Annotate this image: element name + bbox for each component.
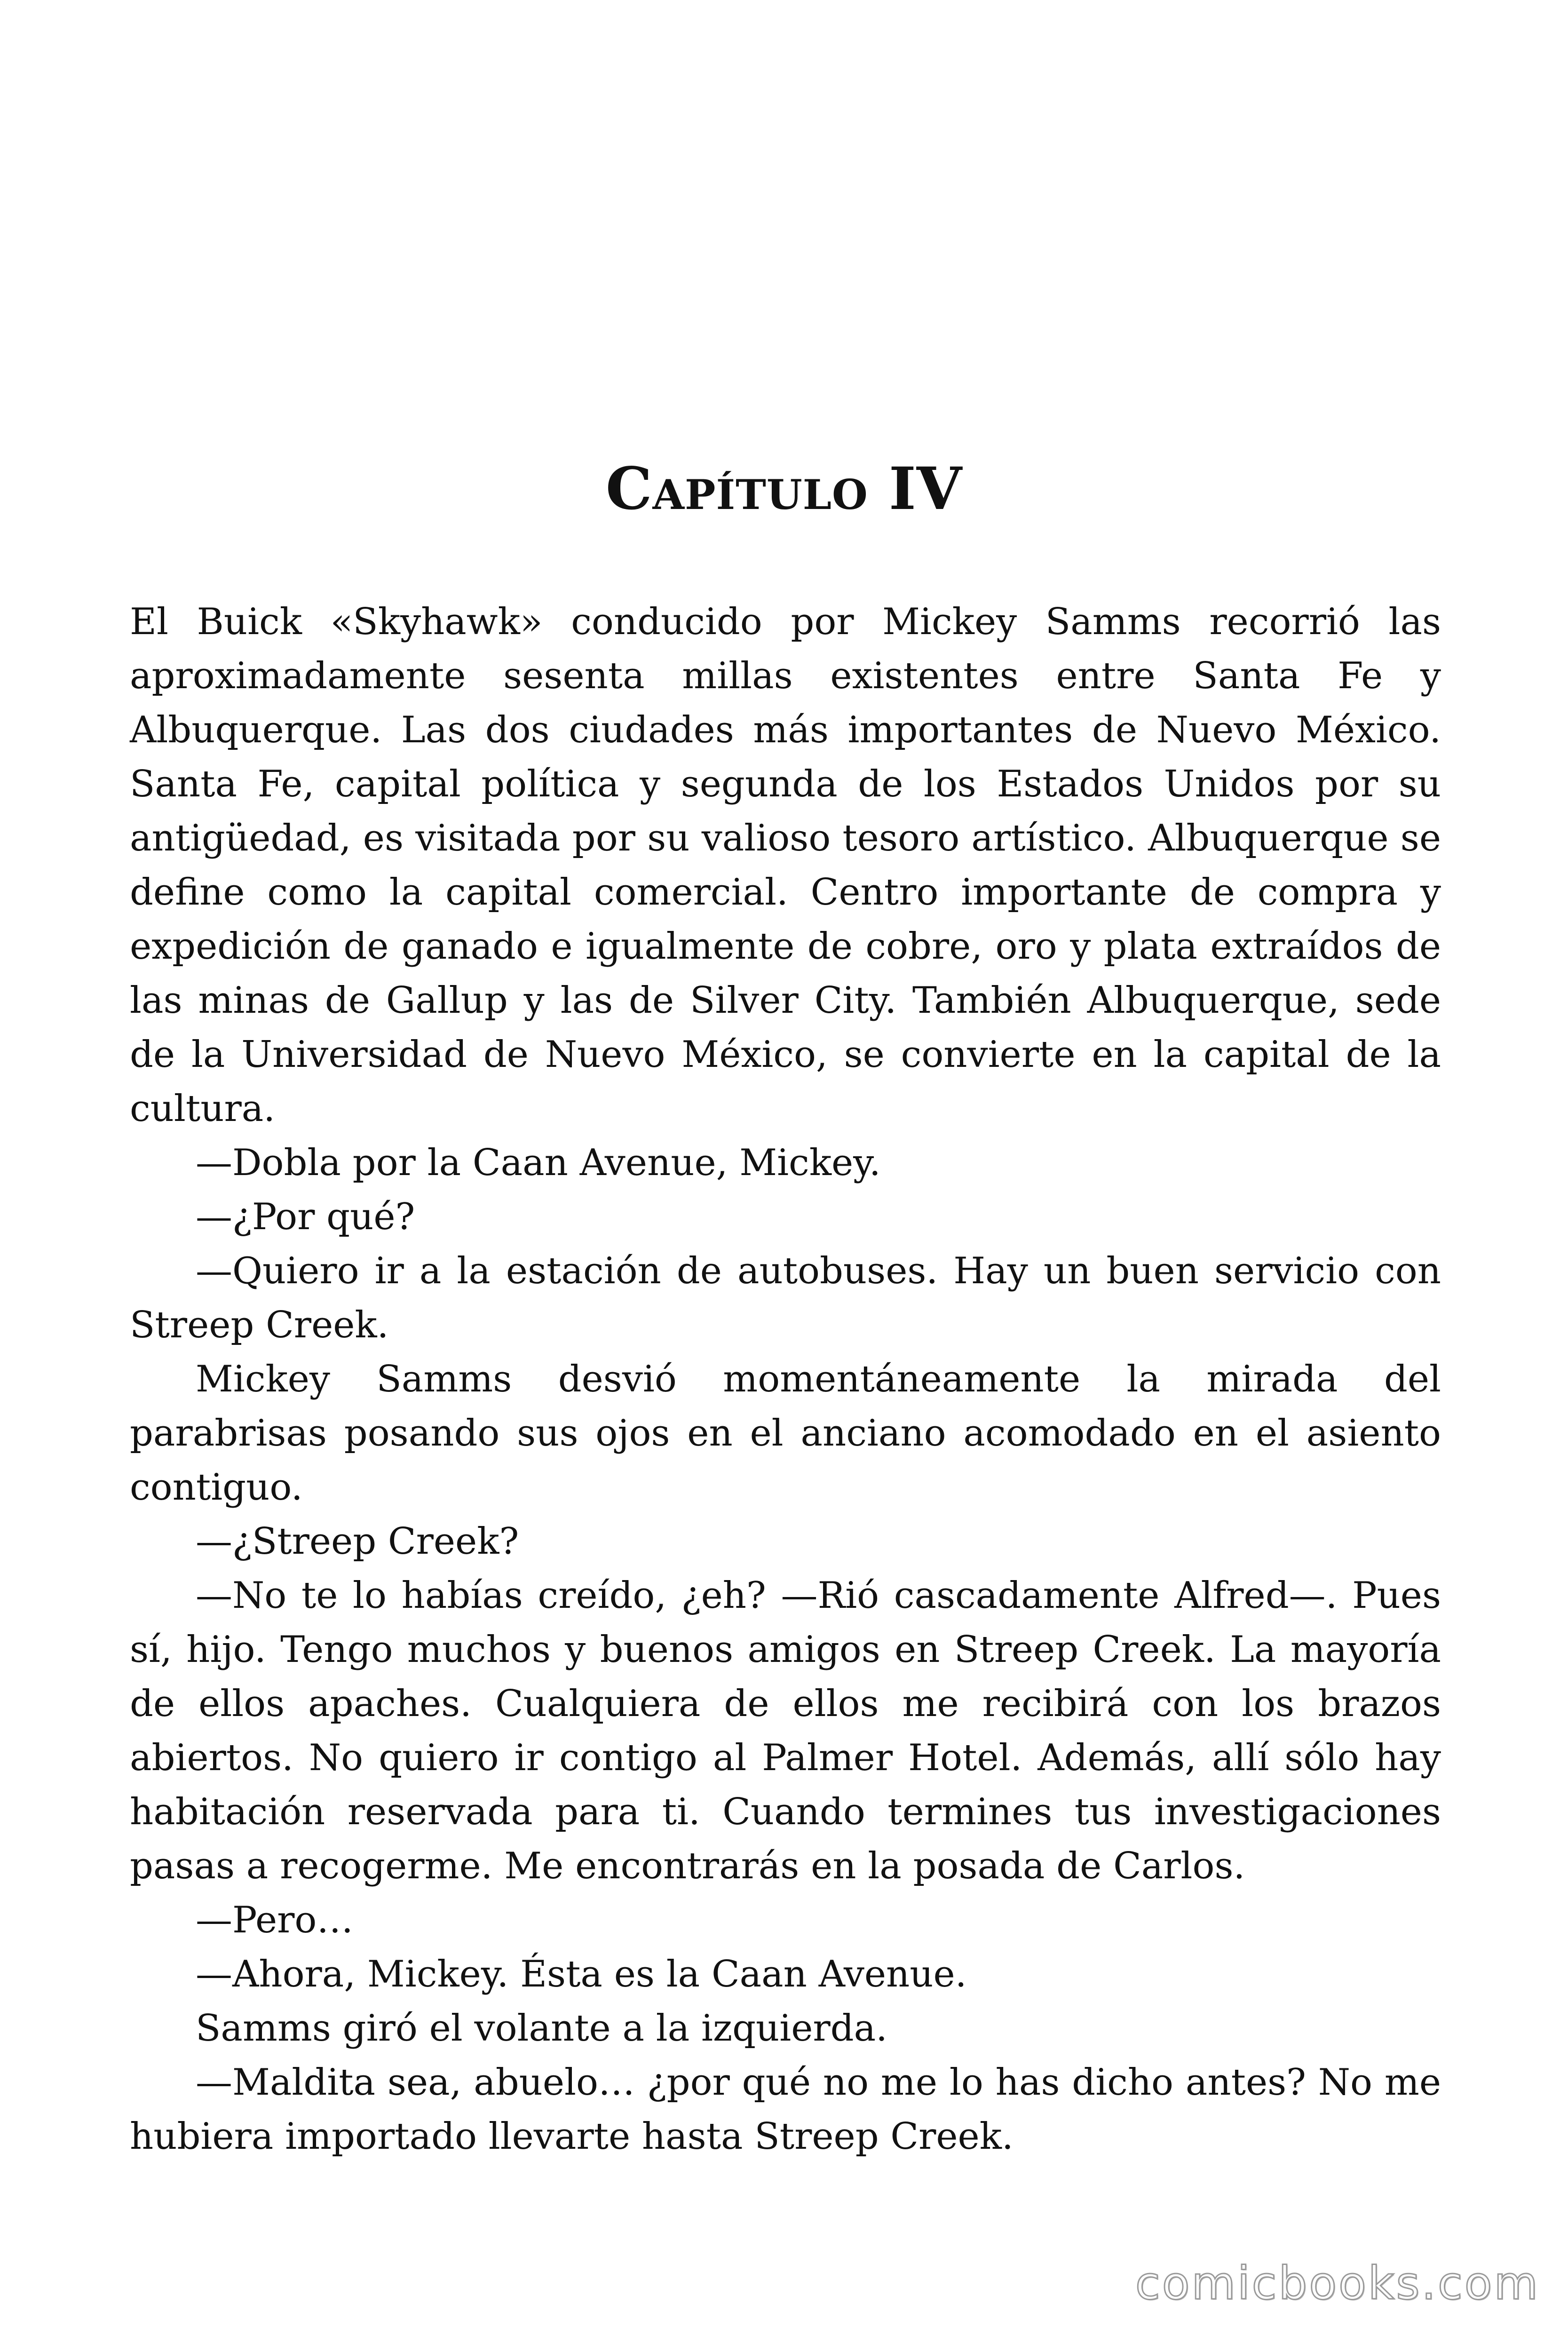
paragraph-3: —¿Por qué? [196,1196,415,1238]
paragraph-8: —Pero… [196,1899,354,1941]
paragraph-1: El Buick «Skyhawk» conducido por Mickey Samms recorrió las aproximadamente sesenta millas existentes entre Santa Fe y Albuquerque. Las dos ciudades más importantes de Nuevo México. Santa Fe, capital política y segunda de los Estados Unidos por su antigüedad, es visitada por su valioso tesoro artístico. Albuquerque se define como la capital comercial. Centro importante de compra y expedición de ganado e igualmente de cobre, oro y plata extraídos de las minas de Gallup y las de Silver City. También Albuquerque, sede de la Universidad de Nuevo México, se convierte en la capital de la cultura. [130,601,1441,1130]
paragraph-11: —Maldita sea, abuelo… ¿por qué no me lo has dicho antes? No me hubiera importado llevarte hasta Streep Creek. [130,2061,1441,2158]
paragraph-9: —Ahora, Mickey. Ésta es la Caan Avenue. [196,1953,967,1995]
chapter-body [130,595,1441,2164]
paragraph-5: Mickey Samms desvió momentáneamente la mirada del parabrisas posando sus ojos en el anciano acomodado en el asiento contiguo. [130,1358,1441,1509]
watermark: comicbooks.com [1135,2257,1540,2310]
paragraph-2: —Dobla por la Caan Avenue, Mickey. [196,1142,881,1184]
paragraph-10: Samms giró el volante a la izquierda. [196,2007,887,2050]
paragraph-4: —Quiero ir a la estación de autobuses. Hay un buen servicio con Streep Creek. [130,1250,1441,1346]
paragraph-6: —¿Streep Creek? [196,1520,519,1563]
paragraph-7: —No te lo habías creído, ¿eh? —Rió cascadamente Alfred—. Pues sí, hijo. Tengo muchos y buenos amigos en Streep Creek. La mayoría de ellos apaches. Cualquiera de ellos me recibirá con los brazos abiertos. No quiero ir contigo al Palmer Hotel. Además, allí sólo hay habitación reservada para ti. Cuando termines tus investigaciones pasas a recogerme. Me encontrarás en la posada de Carlos. [130,1574,1441,1887]
chapter-title: Capítulo IV [605,455,963,523]
